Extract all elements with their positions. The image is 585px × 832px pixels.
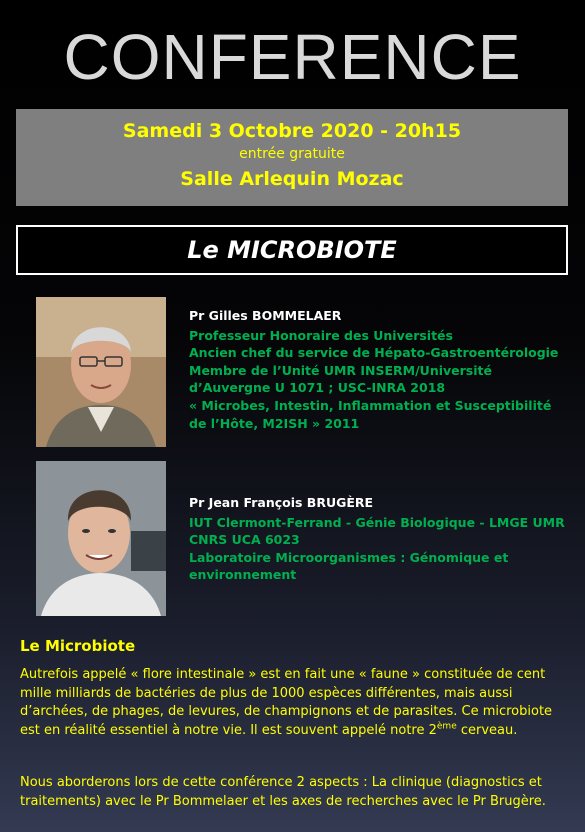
- section-title: Le Microbiote: [20, 637, 136, 655]
- speaker-photo-brugere: [36, 461, 166, 616]
- speaker-detail: Professeur Honoraire des Universités: [189, 327, 453, 343]
- speaker-name: Pr Gilles BOMMELAER: [189, 308, 342, 323]
- superscript: ème: [436, 721, 457, 732]
- description-paragraph-1: [20, 666, 568, 740]
- speaker-bommelaer: [189, 307, 569, 432]
- speaker-brugere: [189, 494, 569, 584]
- description-paragraph-2: Nous aborderons lors de cette conférence 2 aspects : La clinique (diagnostics et traitements) avec le Pr Bommelaer et les axes de recherches avec le Pr Brugère.: [20, 775, 546, 809]
- speaker-name: Pr Jean François BRUGÈRE: [189, 495, 374, 510]
- speaker-photo-bommelaer: [36, 297, 166, 447]
- speaker-detail: « Microbes, Intestin, Inflammation et Susceptibilité de l’Hôte, M2ISH » 2011: [189, 397, 552, 431]
- paragraph-text: Autrefois appelé « flore intestinale » est en fait une « faune » constituée de cent mille milliards de bactéries de plus de 1000 espèces différentes, mais aussi d’archées, de phages, de levures, de champignons et de parasites. Ce microbiote est en réalité essentiel à notre vie. Il est souvent appelé notre 2: [20, 667, 553, 738]
- event-entry: entrée gratuite: [239, 146, 345, 162]
- speaker-detail: Laboratoire Microorganismes : Génomique et environnement: [189, 549, 509, 583]
- speaker-detail: Membre de l’Unité UMR INSERM/Université d’Auvergne U 1071 ; USC-INRA 2018: [189, 362, 492, 396]
- event-date-time: Samedi 3 Octobre 2020 - 20h15: [122, 120, 462, 142]
- paragraph-text-end: cerveau.: [456, 722, 518, 738]
- page-title: CONFERENCE: [63, 21, 522, 93]
- speaker-detail: IUT Clermont-Ferrand - Génie Biologique - LMGE UMR CNRS UCA 6023: [189, 514, 565, 548]
- event-venue: Salle Arlequin Mozac: [180, 168, 404, 190]
- event-info-box: [16, 109, 568, 206]
- topic-banner: Le MICROBIOTE: [16, 225, 568, 275]
- speaker-detail: Ancien chef du service de Hépato-Gastroentérologie: [189, 345, 559, 361]
